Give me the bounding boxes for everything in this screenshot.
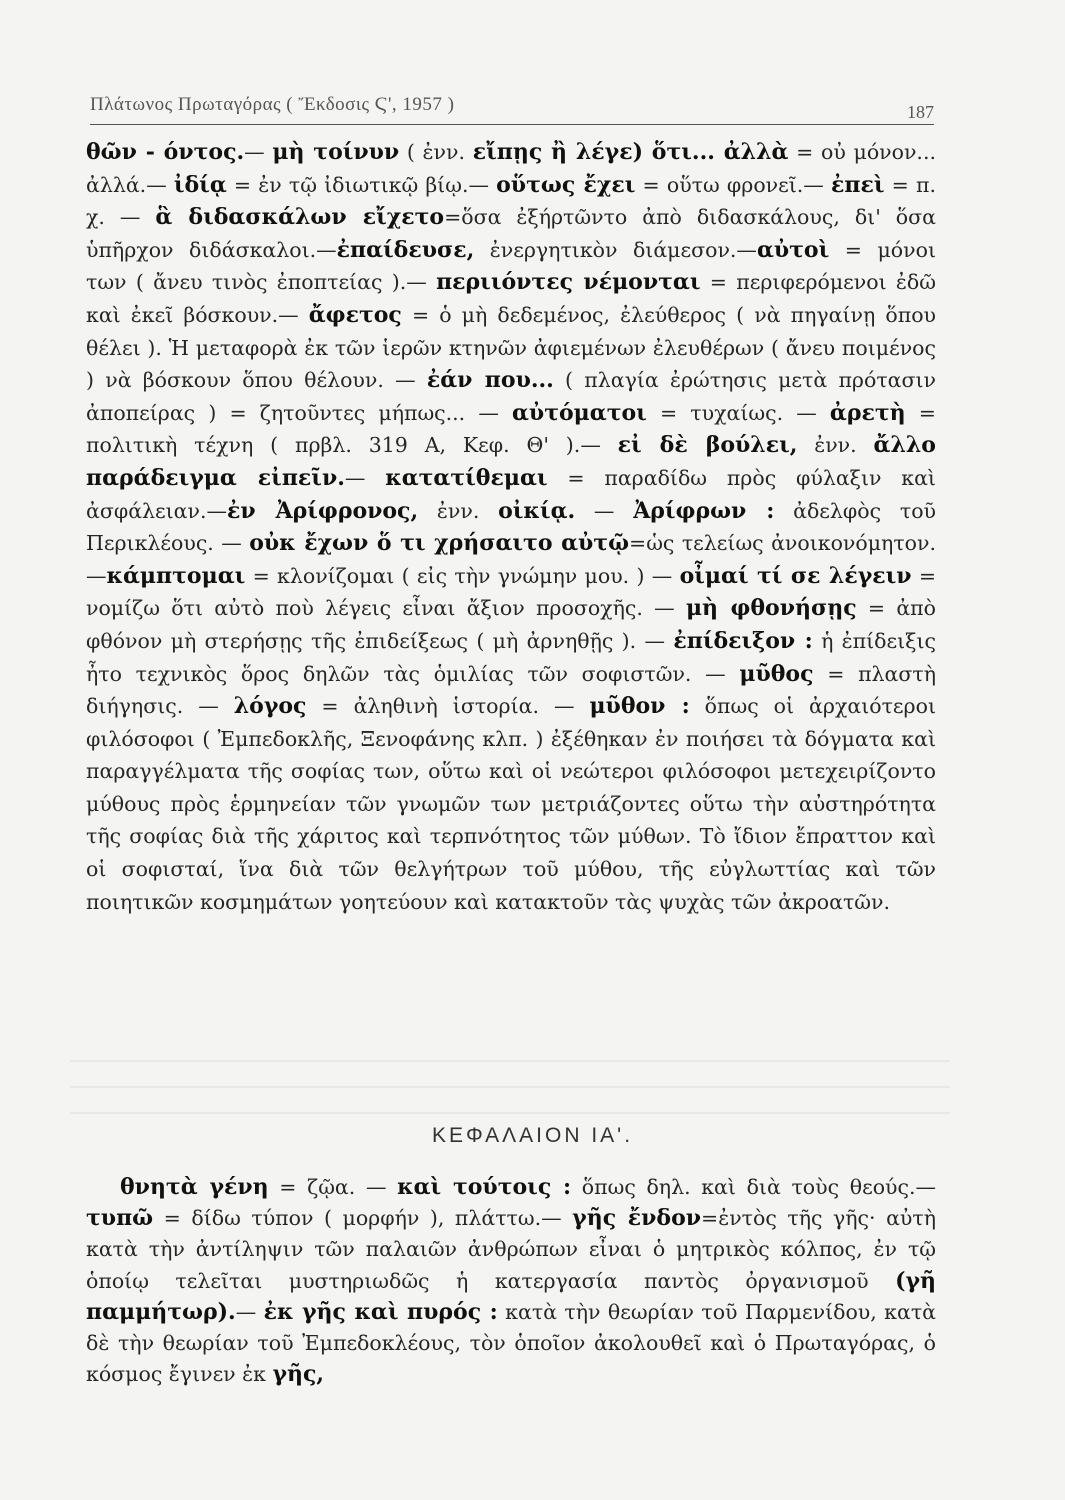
gloss-text: ὅπως οἱ ἀρχαιότεροι φιλόσοφοι ( Ἐμπεδοκλῆς, Ξενοφάνης κλπ. ) ἐξέθηκαν ἐν ποιήσει τὰ δόγματα καὶ παραγγέλματα τῆς σοφίας των, οὕτω καὶ οἱ νεώτεροι φιλόσοφοι μετεχειρίζοντο μύθους πρὸς ἑρμηνείαν τῶν γνωμῶν των μετριάζοντες οὕτω τὴν αὐστηρότητα τῆς σοφίας διὰ τῆς χάριτος καὶ τερπνότητος τῶν μύθων. Τὸ ἴδιον ἔπραττον καὶ οἱ σοφισταί, ἵνα διὰ τῶν θελγήτρων τοῦ μύθου, τῆς εὐγλωττίας καὶ τῶν ποιητικῶν κοσμημάτων γοητεύουν καὶ κατακτοῦν τὰς ψυχὰς τῶν ἀκροατῶν. bbox=[86, 694, 936, 914]
gloss-text: =ὅσα ἐξήρτῶντο ἀπὸ διδασκάλους, δι' ὅσα ὑπῆρχον διδάσκαλοι.— bbox=[86, 205, 936, 262]
gloss-text: — bbox=[244, 140, 273, 164]
gloss-text: = π. χ. — bbox=[86, 172, 936, 230]
gloss-text: = δίδω τύπον ( μορφήν ), πλάττω.— bbox=[153, 1206, 573, 1231]
lemma-term: γῆς ἔνδον bbox=[572, 1205, 702, 1232]
gloss-text: ἐνεργητικὸν διάμεσον.— bbox=[474, 237, 757, 262]
gloss-text: ( ἐνν. bbox=[399, 140, 473, 164]
lemma-term: κατατίθεμαι bbox=[385, 464, 548, 491]
lemma-term: εἰ δὲ βούλει, bbox=[617, 432, 798, 459]
gloss-text: =ἐντὸς τῆς γῆς· αὐτὴ κατὰ τὴν ἀντίληψιν τῶν παλαιῶν ἀνθρώπων εἶναι ὁ μητρικὸς κόλπος, ἐν τῷ ὁποίῳ τελεῖται μυστηριωδῶς ἡ κατεργασία παντὸς ὀργανισμοῦ bbox=[86, 1206, 936, 1293]
lemma-term: ἃ διδασκάλων εἴχετο bbox=[155, 204, 445, 231]
gloss-text: — bbox=[575, 498, 634, 523]
lemma-term: ἐκ γῆς καὶ πυρός : bbox=[263, 1298, 498, 1325]
header-title: Πλάτωνος Πρωταγόρας ( Ἔκδοσις Ϛ', 1957 ) bbox=[90, 94, 455, 115]
commentary-block bbox=[86, 136, 936, 918]
lemma-term: ἐπεὶ bbox=[830, 171, 885, 198]
gloss-text: ἡ ἐπίδειξις ἦτο τεχνικὸς ὅρος δηλῶν τὰς ὁμιλίας τῶν σοφιστῶν. — bbox=[86, 628, 936, 686]
lemma-term: ἀρετὴ bbox=[829, 399, 906, 426]
gloss-text: ( πλαγία ἐρώτησις μετὰ πρότασιν ἀποπείρας ) = ζητοῦντες μήπως... — bbox=[86, 368, 936, 425]
gloss-text: = τυχαίως. — bbox=[646, 400, 830, 425]
gloss-text: = περιφερόμενοι ἐδῶ καὶ ἐκεῖ βόσκουν.— bbox=[86, 270, 936, 327]
gloss-text: = ὁ μὴ δεδεμένος, ἐλεύθερος ( νὰ πηγαίνῃ ὅπου θέλει ). Ἡ μεταφορὰ ἐκ τῶν ἱερῶν κτηνῶν ἀφιεμένων ἐλευθέρων ( ἄνευ ποιμένος ) νὰ βόσκουν ὅπου θέλουν. — bbox=[86, 302, 936, 393]
gloss-text: = μόνοι των ( ἄνευ τινὸς ἐποπτείας ).— bbox=[86, 237, 936, 295]
gloss-text: = οὐ μόνον... ἀλλά.— bbox=[86, 140, 936, 197]
lemma-term: (γῆ παμμήτωρ). bbox=[86, 1267, 936, 1325]
gloss-text: = πολιτικὴ τέχνη ( πρβλ. 319 Α, Κεφ. Θ' ).— bbox=[86, 400, 936, 458]
gloss-text: = νομίζω ὅτι αὐτὸ ποὺ λέγεις εἶναι ἄξιον προσοχῆς. — bbox=[86, 563, 937, 621]
lemma-term: μῦθον : bbox=[589, 693, 690, 720]
lemma-term: ἰδίᾳ bbox=[173, 171, 227, 198]
lemma-term: κάμπτομαι bbox=[106, 562, 246, 589]
lemma-term: καὶ τούτοις : bbox=[397, 1174, 572, 1200]
lemma-term: Ἀρίφρων : bbox=[633, 497, 775, 524]
lemma-term: θῶν - όντος. bbox=[86, 139, 245, 165]
lemma-term: ἐπαίδευσε, bbox=[336, 236, 475, 263]
gloss-text: — bbox=[235, 1299, 264, 1324]
running-header bbox=[90, 90, 934, 125]
lemma-term: λόγος bbox=[233, 693, 307, 720]
chapter-commentary-paragraph bbox=[86, 1172, 936, 1390]
gloss-text: ἐνν. bbox=[797, 433, 874, 458]
gloss-text: = ἀληθινὴ ἱστορία. — bbox=[306, 694, 590, 719]
gloss-text: ὅπως δηλ. καὶ διὰ τοὺς θεούς.— bbox=[571, 1175, 937, 1199]
lemma-term: οὐκ ἔχων ὅ τι χρήσαιτο αὐτῷ bbox=[249, 530, 630, 557]
show-through-texture bbox=[70, 1060, 950, 1120]
lemma-term: αὐτοὶ bbox=[756, 236, 830, 263]
gloss-text: =ὡς τελείως ἀνοικονόμητον.— bbox=[86, 531, 936, 588]
lemma-term: ἐάν που... bbox=[426, 367, 554, 394]
lemma-term: οὕτως ἔχει bbox=[496, 171, 636, 198]
lemma-term: μὴ φθονήσῃς bbox=[685, 595, 857, 622]
lemma-term: ἄφετος bbox=[308, 301, 402, 328]
commentary-paragraph bbox=[86, 136, 936, 918]
page-number: 187 bbox=[907, 102, 934, 122]
lemma-term: γῆς, bbox=[272, 1361, 325, 1388]
gloss-text: = πλαστὴ διήγησις. — bbox=[86, 661, 936, 719]
lemma-term: ἄλλο παράδειγμα εἰπεῖν. bbox=[86, 432, 936, 491]
lemma-term: περιιόντες νέμονται bbox=[436, 269, 701, 296]
gloss-text: ἀδελφὸς τοῦ Περικλέους. — bbox=[86, 498, 937, 556]
chapter-commentary-block bbox=[86, 1172, 936, 1390]
gloss-text: = οὕτω φρονεῖ.— bbox=[635, 172, 831, 197]
gloss-text: κατὰ τὴν θεωρίαν τοῦ Παρμενίδου, κατὰ δὲ τὴν θεωρίαν τοῦ Ἐμπεδοκλέους, τὸν ὁποῖον ἀκολουθεῖ καὶ ὁ Πρωταγόρας, ὁ κόσμος ἔγινεν ἐκ bbox=[86, 1299, 937, 1387]
lemma-term: ἐπίδειξον : bbox=[673, 627, 813, 654]
gloss-text: = παραδίδω πρὸς φύλαξιν καὶ ἀσφάλειαν.— bbox=[86, 465, 936, 523]
gloss-text: ἐνν. bbox=[418, 498, 499, 523]
gloss-text: = ζῷα. — bbox=[268, 1175, 398, 1199]
lemma-term: οἰκίᾳ. bbox=[498, 497, 576, 524]
lemma-term: οἶμαί τί σε λέγειν bbox=[679, 562, 912, 589]
lemma-term: τυπῶ bbox=[86, 1205, 154, 1232]
lemma-term: μὴ τοίνυν bbox=[272, 139, 400, 165]
lemma-term: αὐτόματοι bbox=[512, 399, 647, 426]
gloss-text: — bbox=[344, 465, 386, 490]
lemma-term: ἐν Ἀρίφρονος, bbox=[227, 497, 419, 524]
gloss-text: = ἐν τῷ ἰδιωτικῷ βίῳ.— bbox=[226, 172, 497, 197]
gloss-text: = ἀπὸ φθόνον μὴ στερήσῃς τῆς ἐπιδείξεως ( μὴ ἀρνηθῇς ). — bbox=[86, 596, 936, 653]
chapter-heading: ΚΕΦΑΛΑΙΟΝ ΙΑ'. bbox=[431, 1124, 634, 1147]
lemma-term: θνητὰ γένη bbox=[120, 1174, 269, 1200]
lemma-term: εἴπῃς ἢ λέγε) ὅτι... ἀλλὰ bbox=[472, 139, 789, 165]
gloss-text: = κλονίζομαι ( εἰς τὴν γνώμην μου. ) — bbox=[245, 563, 680, 588]
lemma-term: μῦθος bbox=[739, 660, 814, 687]
